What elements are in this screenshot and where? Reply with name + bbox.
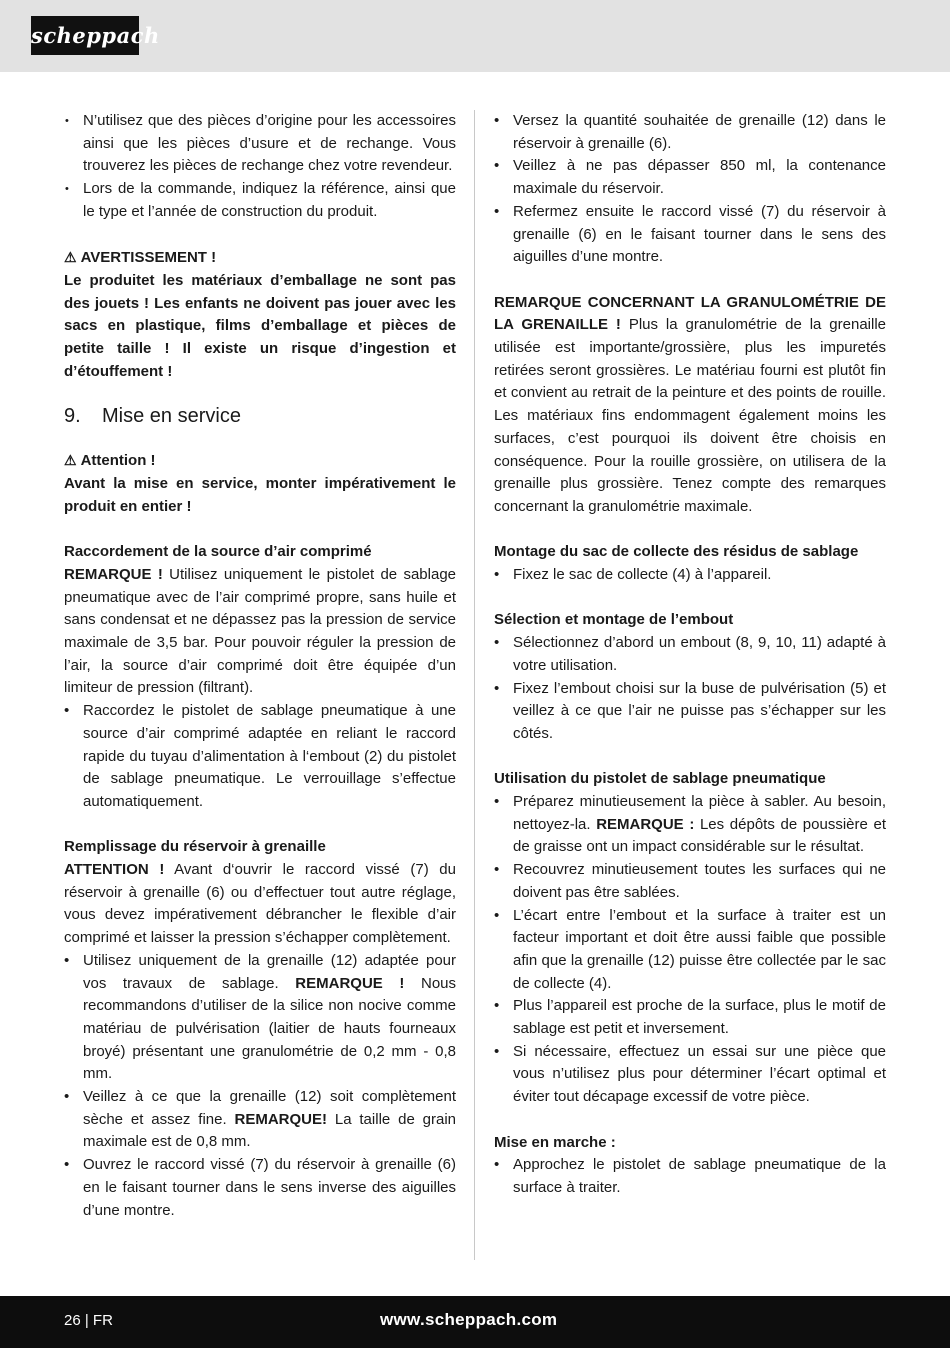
website-link[interactable]: www.scheppach.com bbox=[380, 1310, 558, 1329]
list-item: • N’utilisez que des pièces d’origine pour les accessoires ainsi que les pièces d’usure et de rechange. Vous trouverez les pièces de rechange chez votre revendeur. bbox=[64, 110, 456, 178]
footer-bar bbox=[0, 1296, 950, 1348]
list-item: • Versez la quantité souhaitée de grenaille (12) dans le réservoir à grenaille (6). bbox=[494, 110, 886, 155]
list-item: • Refermez ensuite le raccord vissé (7) du réservoir à grenaille (6) en le faisant tourner dans le sens des aiguilles d’une montre. bbox=[494, 201, 886, 269]
list-item: • Préparez minutieusement la pièce à sabler. Au besoin, nettoyez-la. REMARQUE : Les dépôts de poussière et de graisse ont un impact considérable sur le résultat. bbox=[494, 791, 886, 859]
attention-heading: ⚠ Attention ! bbox=[64, 449, 456, 473]
list-item: • Sélectionnez d’abord un embout (8, 9, 10, 11) adapté à votre utilisation. bbox=[494, 632, 886, 677]
column-divider bbox=[474, 110, 475, 1260]
attention-text: Avant la mise en service, monter impérativement le produit en entier ! bbox=[64, 475, 456, 515]
list-item: • Fixez le sac de collecte (4) à l’appareil. bbox=[494, 564, 886, 587]
granulometry-note: REMARQUE CONCERNANT LA GRANULOMÉTRIE DE LA GRENAILLE ! Plus la granulométrie de la grenaille utilisée est importante/grossière, plus les impuretés retirées seront grossières. Le matériau fourni est plutôt fin et convient au retrait de la peinture et des points de rouille. Les matériaux fins endommagent également moins les surfaces, c’est pourquoi ils doivent être choisis en conséquence. Pour la rouille grossière, on utilisera de la grenaille plus grossière. Tenez compte des remarques concernant la granulométrie maximale. bbox=[494, 293, 886, 515]
fill-note: ATTENTION ! Avant d‘ouvrir le raccord vissé (7) du réservoir à grenaille (6) ou d’effectuer tout autre réglage, vous devez impérativement débrancher le flexible d’air comprimé et laisser la pression s’échapper complètement. bbox=[64, 861, 456, 947]
start-bullet-list bbox=[494, 1154, 886, 1199]
right-column bbox=[494, 110, 886, 1200]
warning-text: Le produitet les matériaux d’emballage ne sont pas des jouets ! Les enfants ne doivent pas jouer avec les sacs en plastique, films d’emballage et pièces de petite taille ! Il existe un risque d’ingestion et d’étouffement ! bbox=[64, 271, 456, 380]
list-item: • Plus l’appareil est proche de la surface, plus le motif de sablage est petit et inversement. bbox=[494, 995, 886, 1040]
brand-logo: scheppach bbox=[31, 16, 139, 55]
fill-bullet-list bbox=[64, 950, 456, 1222]
list-item: • Utilisez uniquement de la grenaille (12) adaptée pour vos travaux de sablage. REMARQUE ! Nous recommandons d’utiliser de la silice non nocive comme matériau de pulvérisation (laitier de hauts fourneaux broyé) présentant une granulométrie de 0,2 mm - 0,8 mm. bbox=[64, 950, 456, 1086]
fill-heading: Remplissage du réservoir à grenaille bbox=[64, 838, 326, 856]
list-item: • Recouvrez minutieusement toutes les surfaces qui ne doivent pas être sablées. bbox=[494, 859, 886, 904]
list-item: • Veillez à ne pas dépasser 850 ml, la contenance maximale du réservoir. bbox=[494, 155, 886, 200]
use-bullet-list bbox=[494, 791, 886, 1109]
bag-heading: Montage du sac de collecte des résidus de sablage bbox=[494, 543, 859, 561]
header-band bbox=[0, 0, 950, 72]
top-bullet-list bbox=[494, 110, 886, 269]
left-column bbox=[64, 110, 456, 1222]
warning-heading: ⚠ AVERTISSEMENT ! bbox=[64, 246, 456, 270]
section-title-text: Mise en service bbox=[102, 405, 241, 428]
page-number: 26 | FR bbox=[64, 1312, 113, 1329]
nozzle-bullet-list bbox=[494, 632, 886, 746]
list-item: • L’écart entre l’embout et la surface à traiter est un facteur important et doit être aussi faible que possible afin que la grenaille (12) puisse être collectée par le sac de collecte (4). bbox=[494, 905, 886, 996]
list-item: • Si nécessaire, effectuez un essai sur une pièce que vous n’utilisez plus pour déterminer l’écart optimal et éviter tout décapage excessif de votre pièce. bbox=[494, 1041, 886, 1109]
bag-bullet-list bbox=[494, 564, 886, 587]
air-heading: Raccordement de la source d’air comprimé bbox=[64, 543, 372, 561]
start-heading: Mise en marche : bbox=[494, 1133, 616, 1151]
list-item: • Lors de la commande, indiquez la référence, ainsi que le type et l’année de construction du produit. bbox=[64, 178, 456, 223]
use-heading: Utilisation du pistolet de sablage pneumatique bbox=[494, 770, 826, 788]
list-item: • Approchez le pistolet de sablage pneumatique de la surface à traiter. bbox=[494, 1154, 886, 1199]
nozzle-heading: Sélection et montage de l’embout bbox=[494, 611, 734, 629]
list-item: • Fixez l’embout choisi sur la buse de pulvérisation (5) et veillez à ce que l’air ne puisse pas s’échapper sur les côtés. bbox=[494, 678, 886, 746]
section-title bbox=[64, 403, 456, 429]
list-item: • Ouvrez le raccord vissé (7) du réservoir à grenaille (6) en le faisant tourner dans le sens inverse des aiguilles d’une montre. bbox=[64, 1154, 456, 1222]
list-item: • Veillez à ce que la grenaille (12) soit complètement sèche et assez fine. REMARQUE! La taille de grain maximale est de 0,8 mm. bbox=[64, 1086, 456, 1154]
intro-bullet-list bbox=[64, 110, 456, 224]
warning-triangle-icon: ⚠ bbox=[64, 452, 77, 469]
air-note: REMARQUE ! Utilisez uniquement le pistolet de sablage pneumatique avec de l’air comprimé propre, sans huile et sans condensat et ne dépassez pas la pression de service maximale de 3,5 bar. Pour pouvoir réguler la pression de l’air, la source d’air comprimé doit être équipée d’un limiteur de pression (filtrant). bbox=[64, 565, 457, 697]
air-bullet-list bbox=[64, 700, 456, 814]
section-number: 9. bbox=[64, 405, 81, 428]
warning-triangle-icon: ⚠ bbox=[64, 249, 77, 266]
list-item: • Raccordez le pistolet de sablage pneumatique à une source d’air comprimé adaptée en reliant le raccord rapide du tuyau d’alimentation à l‘embout (2) du pistolet de sablage pneumatique. Le verrouillage s’effectue automatiquement. bbox=[64, 700, 456, 814]
